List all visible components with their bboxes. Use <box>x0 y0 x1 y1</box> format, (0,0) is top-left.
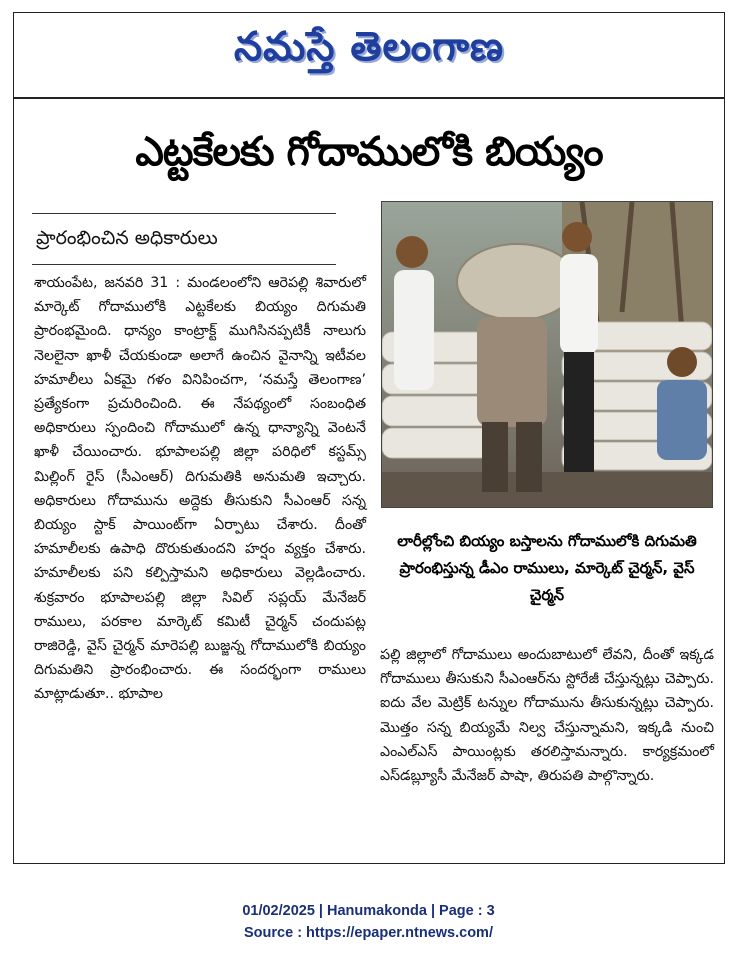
article-body-right-text: పల్లి జిల్లాలో గోదాములు అందుబాటులో లేవని, దీంతో ఇక్కడ గోదాములు తీసుకుని సీఎంఆర్‌ను స్టోరేజీ చేస్తున్నట్లు చెప్పారు. ఐదు వేల మెట్రిక్ టన్నుల గోదామును తీసుకున్నట్లు చెప్పారు. మొత్తం సన్న బియ్యమే నిల్వ చేస్తున్నామని, ఇక్కడి నుంచి ఎంఎల్ఎస్ పాయింట్లకు తరలిస్తామన్నారు. కార్యక్రమంలో ఎస్‌డబ్ల్యూసీ మేనేజర్ పాషా, తిరుపతి పాల్గొన్నారు. <box>380 647 714 785</box>
article-body-left-text: శాయంపేట, జనవరి 31 : మండలంలోని ఆరెపల్లి శివారులో మార్కెట్ గోదాములోకి ఎట్టకేలకు బియ్యం దిగుమతి ప్రారంభమైంది. ధాన్యం కాంట్రాక్ట్ ముగిసినప్పటికీ నాలుగు నెలలైనా ఖాళీ చేయకుండా అలాగే ఉంచిన వైనాన్ని ఇటీవల హమాలీలు ఏకమై గళం వినిపించగా, ‘నమస్తే తెలంగాణ’ ప్రత్యేకంగా ప్రచురించింది. ఈ నేపథ్యంలో సంబంధిత అధికారులు స్పందించి గోదాములో ఉన్న ధాన్యాన్ని వెంటనే ఖాళీ చేయించారు. భూపాలపల్లి జిల్లా పరిధిలో కస్టమ్స్ మిల్లింగ్ రైస్ (సీఎంఆర్) దిగుమతికి అనుమతి ఇచ్చారు. అధికారులు గోదామును అద్దెకు తీసుకుని సీఎంఆర్ సన్న బియ్యం స్టాక్ పాయింట్‌గా ఏర్పాటు చేశారు. దీంతో హమాలీలకు ఉపాధి దొరుకుతుందని హర్షం వ్యక్తం చేశారు. హమాలీలకు పని కల్పిస్తామని అధికారులు వెల్లడించారు. శుక్రవారం భూపాలపల్లి జిల్లా సివిల్ సప్లయ్ మేనేజర్ రాములు, పరకాల మార్కెట్ కమిటీ చైర్మన్ చందుపట్ల రాజిరెడ్డి, వైస్ చైర్మన్ మారెపల్లి బుజ్జన్న గోదాములోకి బియ్యం దిగుమతిని ప్రారంభించారు. ఈ సందర్భంగా రాములు మాట్లాడుతూ.. భూపాల <box>34 275 366 703</box>
footer-edition-info: 01/02/2025 | Hanumakonda | Page : 3 <box>242 903 495 919</box>
article-photo <box>381 201 713 508</box>
article-headline: ఎట్టకేలకు గోదాములోకి బియ్యం <box>135 129 603 175</box>
photo-caption: లారీల్లోంచి బియ్యం బస్తాలను గోదాములోకి దిగుమతి ప్రారంభిస్తున్న డీఎం రాములు, మార్కెట్ చైర్మన్, వైస్ చైర్మన్ <box>397 532 697 604</box>
article-body-right-column <box>380 643 714 863</box>
article-body-left-column <box>34 271 366 855</box>
footer-source-link[interactable]: Source : https://epaper.ntnews.com/ <box>244 925 493 941</box>
masthead-logo: నమస్తే తెలంగాణ <box>233 23 505 70</box>
article-subheadline: ప్రారంభించిన అధికారులు <box>32 213 336 265</box>
masthead-divider <box>14 97 724 99</box>
photo-icon <box>382 202 712 507</box>
newspaper-clipping <box>13 12 725 864</box>
page-footer <box>0 900 737 944</box>
